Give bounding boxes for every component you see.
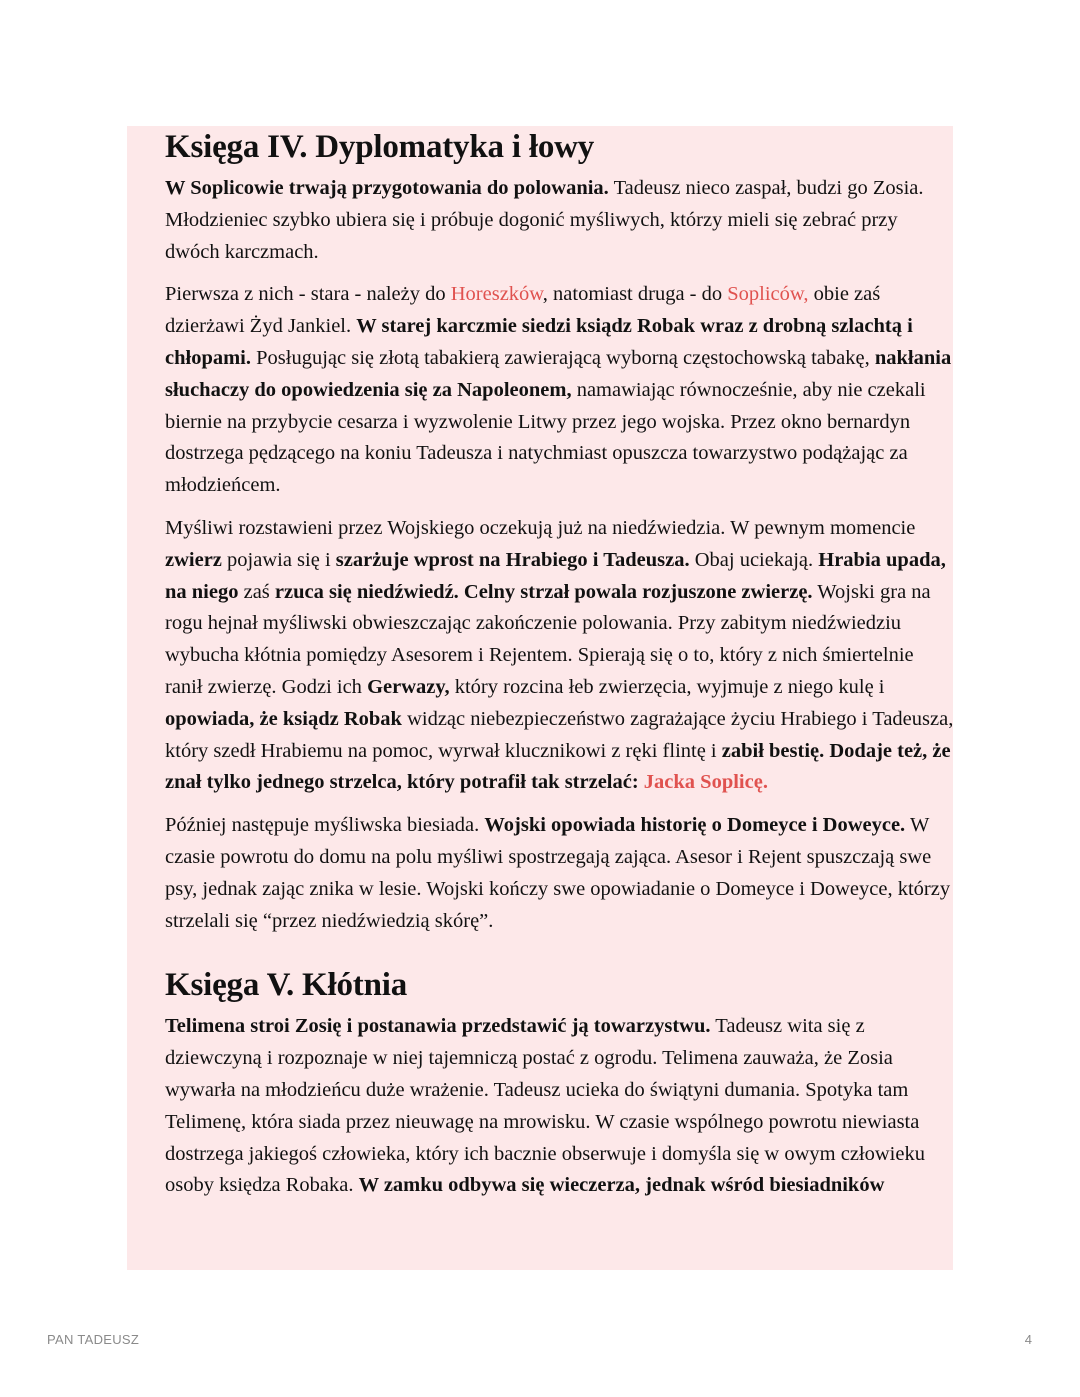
text: obie zaś dzierżawi Żyd Jankiel.	[165, 283, 881, 338]
text: W czasie powrotu do domu na polu myśliwi spostrzegają zająca. Asesor i Rejent spuszczają swe psy, jednak zając znika w lesie. Wojski kończy swe opowiadanie o Domeyce i Doweyce, którzy strzelali się “przez niedźwiedzią skórę”.	[165, 814, 951, 932]
bold-text: rzuca się niedźwiedź. Celny strzał powala rozjuszone zwierzę.	[274, 580, 813, 603]
text: Posługując się złotą tabakierą zawierającą wyborną częstochowską tabakę,	[251, 346, 875, 369]
bold-text: szarżuje wprost na Hrabiego i Tadeusza.	[335, 548, 690, 571]
highlight-soplicow: Sopliców,	[727, 283, 809, 306]
text: Myśliwi rozstawieni przez Wojskiego oczekują już na niedźwiedzia. W pewnym momencie	[165, 516, 916, 539]
bold-text: Wojski opowiada historię o Domeyce i Doweyce.	[484, 814, 906, 837]
bold-text: nakłania słuchaczy do opowiedzenia się za Napoleonem,	[165, 346, 952, 401]
bold-text: opowiada, że ksiądz Robak	[165, 707, 402, 730]
bold-text: W zamku odbywa się wieczerza, jednak wśród biesiadników	[358, 1174, 885, 1197]
bold-text: W starej karczmie siedzi ksiądz Robak wraz z drobną szlachtą i chłopami.	[165, 315, 913, 369]
text: Wojski gra na rogu hejnał myśliwski obwieszczając zakończenie polowania. Przy zabitym niedźwiedziu wybucha kłótnia pomiędzy Asesorem i Rejentem. Spierają się o to, który z nich śmiertelnie ranił zwierzę. Godzi ich	[165, 580, 931, 698]
text: Później następuje myśliwska biesiada.	[165, 814, 485, 837]
section-heading-ksiega-iv: Księga IV. Dyplomatyka i łowy	[165, 129, 595, 165]
page-number: 4	[1024, 1332, 1032, 1347]
text: Obaj uciekają.	[689, 548, 819, 571]
document-content	[165, 127, 955, 1213]
text: widząc niebezpieczeństwo zagrażające życiu Hrabiego i Tadeusza, który szedł Hrabiemu na pomoc, wyrwał klucznikowi z ręki flintę i	[165, 707, 954, 762]
bold-text: Hrabia upada, na niego	[165, 548, 946, 603]
section-heading-ksiega-v: Księga V. Kłótnia	[165, 967, 408, 1004]
highlight-horeszkow: Horeszków	[450, 283, 543, 306]
highlight-jacka-soplice: Jacka Soplicę.	[643, 771, 768, 794]
paragraph	[165, 810, 955, 937]
text: namawiając równocześnie, aby nie czekali biernie na przybycie cesarza i wyzwolenie Litwy przez jego wojska. Przez okno bernardyn dostrzega pędzącego na koniu Tadeusza i natychmiast opuszcza towarzystwo podążając za młodzieńcem.	[165, 378, 926, 497]
text: Pierwsza z nich - stara - należy do	[165, 283, 451, 306]
text: Tadeusz nieco zaspał, budzi go Zosia. Młodzieniec szybko ubiera się i próbuje dogonić myśliwych, którzy mieli się zebrać przy dwóch karczmach.	[165, 177, 924, 263]
bold-text: zabił bestię. Dodaje też, że znał tylko jednego strzelca, który potrafił tak strzelać:	[165, 739, 951, 794]
bold-text: Telimena stroi Zosię i postanawia przedstawić ją towarzystwu.	[165, 1015, 711, 1038]
paragraph	[165, 173, 955, 268]
footer-title: PAN TADEUSZ	[47, 1332, 140, 1347]
text: Tadeusz wita się z dziewczyną i rozpoznaje w niej tajemniczą postać z ogrodu. Telimena zauważa, że Zosia wywarła na młodzieńcu duże wrażenie. Tadeusz ucieka do świątyni dumania. Spotyka tam Telimenę, która siada przez nieuwagę na mrowisku. W czasie wspólnego powrotu niewiasta dostrzega jakiegoś człowieka, który ich bacznie obserwuje i domyśla się w owym człowieku osoby księdza Robaka.	[165, 1015, 925, 1197]
text: pojawia się i	[221, 548, 336, 571]
text: który rozcina łeb zwierzęcia, wyjmuje z niego kulę i	[449, 675, 885, 698]
bold-text: zwierz	[165, 548, 222, 571]
text: , natomiast druga - do	[542, 283, 728, 306]
paragraph	[165, 1011, 955, 1202]
text: zaś	[238, 580, 275, 603]
bold-text: W Soplicowie trwają przygotowania do polowania.	[165, 177, 609, 199]
paragraph	[165, 279, 955, 502]
paragraph	[165, 513, 955, 799]
bold-text: Gerwazy,	[367, 675, 450, 698]
